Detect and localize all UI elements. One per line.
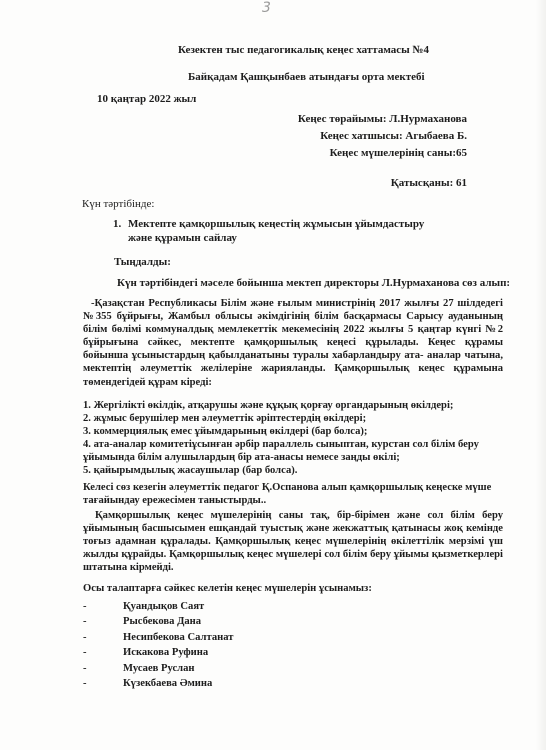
list-item (83, 630, 383, 645)
composition-item: 2. жұмыс берушілер мен әлеуметтік әріптестердің өкілдері; (83, 413, 367, 425)
candidate-name: Мусаев Руслан (123, 662, 195, 674)
scan-edge-shadow (536, 0, 546, 750)
school-name: Байқадам Қашқынбаев атындағы орта мектебі (188, 71, 425, 83)
page-number: 3 (262, 0, 271, 16)
list-dash: - (83, 601, 87, 612)
agenda-heading: Күн тәртібінде: (82, 198, 155, 210)
candidate-name: Қуандықов Саят (123, 601, 205, 612)
candidate-name: Күзекбаева Әмина (123, 677, 213, 689)
list-item (83, 676, 383, 691)
document-date: 10 қаңтар 2022 жыл (97, 93, 197, 105)
proposal-intro: Осы талаптарға сәйкес келетін кеңес мүшелерін ұсынамыз: (83, 583, 372, 594)
composition-list (83, 399, 503, 478)
paragraph-rules: Келесі сөз кезегін әлеуметтік педагог Қ.Оспанова алып қамқоршылық кеңеске мүше тағайындау ережесімен таныстырды.. (83, 482, 492, 507)
list-dash: - (83, 677, 87, 689)
agenda-item-text: Мектепте қамқоршылық кеңестің жұмысын ұйымдастыру және құрамын сайлау (128, 218, 425, 244)
main-paragraph (83, 297, 503, 389)
council-secretary: Кеңес хатшысы: Агыбаева Б. (320, 130, 467, 142)
paragraph-order: -Қазақстан Республикасы Білім және ғылым министрінің 2017 жылғы 27 шілдедегі №355 бұйрығы, Жамбыл облысы әкімдігінің білім басқармасы Сарысу ауданының білім бөлімі коммуналдық мемлекеттік мекемесінің 2022 жылғы 5 қаңтар күнгі №2 бұйрығына сәйкес, мектепте қамқоршылық кеңесі құрылады. Кеңес құрамы бойынша ұсыныстардың қабылданатыны туралы хабарландыру ата- аналар чатына, мектептің әлеуметтік желілеріне жарияланды. Қамқоршылық кеңес құрамына төмендегідей құрам кіреді: (83, 298, 503, 388)
present-count: Қатысқаны: 61 (390, 177, 467, 189)
composition-item: 1. Жергілікті өкілдік, атқарушы және құқық қорғау органдарының өкілдері; (83, 400, 454, 411)
council-chair: Кеңес төрайымы: Л.Нурмаханова (297, 113, 467, 125)
candidate-list (83, 599, 383, 691)
list-dash: - (83, 616, 87, 628)
candidate-name: Рысбекова Дана (123, 616, 202, 628)
list-dash: - (83, 647, 87, 659)
composition-item: 5. қайырымдылық жасаушылар (бар болса). (83, 465, 298, 477)
document-title: Кезектен тыс педагогикалық кеңес хаттамасы №4 (178, 44, 430, 56)
speech-intro: Күн тәртібіндегі мәселе бойынша мектеп директоры Л.Нурмаханова сөз алып: (117, 277, 511, 289)
list-item (83, 661, 383, 676)
list-item (83, 645, 383, 660)
list-dash: - (83, 662, 87, 674)
agenda-item-number: 1. (113, 218, 122, 230)
list-item (83, 599, 383, 614)
composition-item: 4. ата-аналар комитетіұсынған әрбір параллель сыныптан, курстан сол білім беру ұйымында білім алушылардың бір ата-анасы немесе заңды өкілі; (83, 439, 479, 464)
composition-item: 3. коммерциялық емес ұйымдарының өкілдері (бар болса); (83, 426, 368, 438)
candidate-name: Искакова Руфина (123, 647, 209, 659)
paragraph-membership: Қамқоршылық кеңес мүшелерінің саны тақ, бір-бірімен және сол білім беру ұйымының басшысымен ешқандай туыстық және жекжаттық қатынасы жоқ кемінде тоғыз адамнан құралады. Қамқоршылық кеңес мүшелерінің өкілеттілік мерзімі үш жылды құрайды. Қамқоршылық кеңес мүшелері сол білім беру ұйымы қызметкерлері штатына кірмейді. (83, 510, 503, 574)
candidate-name: Несипбекова Салтанат (123, 631, 234, 643)
list-dash: - (83, 631, 87, 643)
list-item (83, 614, 383, 629)
council-members-count: Кеңес мүшелерінің саны:65 (329, 147, 467, 159)
heard-heading: Тыңдалды: (114, 256, 171, 268)
